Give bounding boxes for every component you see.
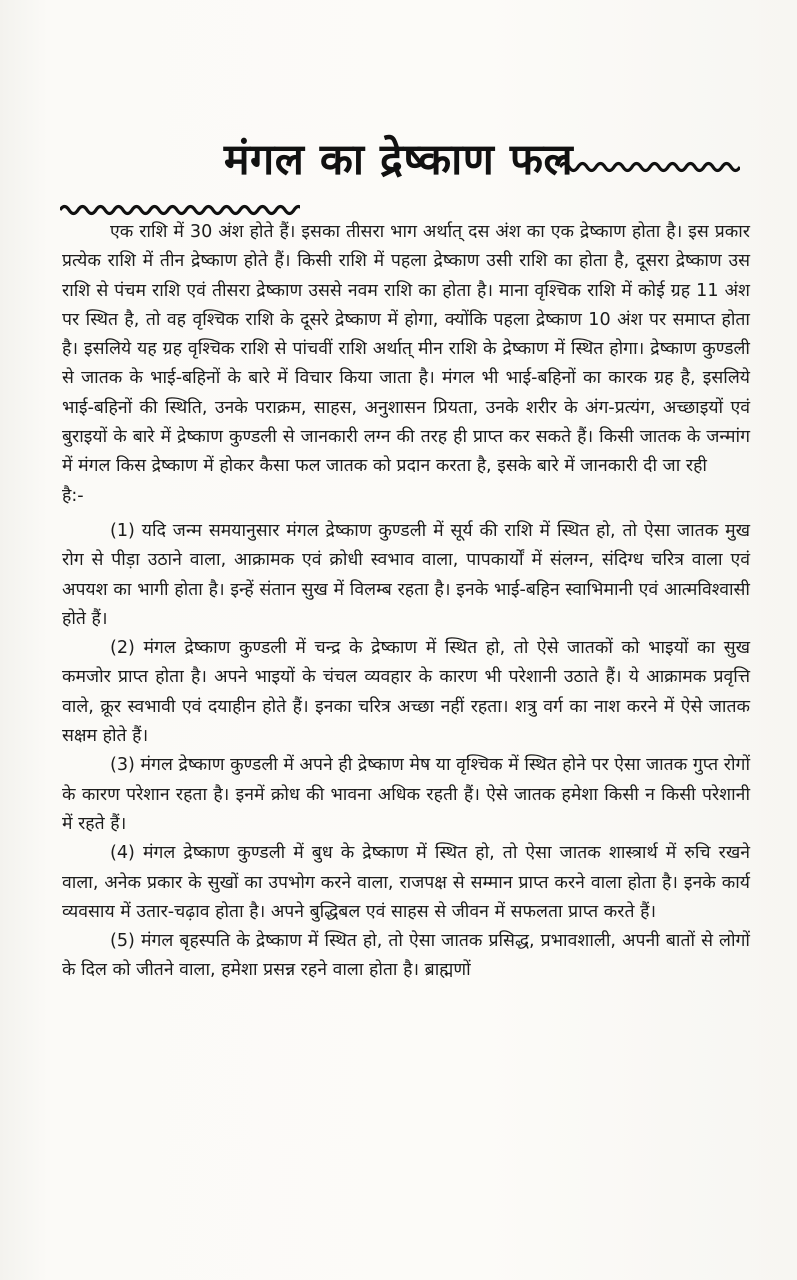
paragraph-intro-tail: है:- [62,485,84,506]
paragraph-3: (3) मंगल द्रेष्काण कुण्डली में अपने ही द्रेष्काण मेष या वृश्चिक में स्थित होने पर ऐसा जातक गुप्त रोगों के कारण परेशान रहता है। इनमें क्रोध की भावना अधिक रहती हैं। ऐसे जातक हमेशा किसी न किसी परेशानी में रहते हैं। [62,755,750,834]
paragraph-4: (4) मंगल द्रेष्काण कुण्डली में बुध के द्रेष्काण में स्थित हो, तो ऐसा जातक शास्त्रार्थ में रुचि रखने वाला, अनेक प्रकार के सुखों का उपभोग करने वाला, राजपक्ष से सम्मान प्राप्त करने वाला होता है। इनके कार्य व्यवसाय में उतार-चढ़ाव होता है। अपने बुद्धिबल एवं साहस से जीवन में सफलता प्राप्त करते हैं। [62,843,750,922]
paragraph-5: (5) मंगल बृहस्पति के द्रेष्काण में स्थित हो, तो ऐसा जातक प्रसिद्ध, प्रभावशाली, अपनी बातों से लोगों के दिल को जीतने वाला, हमेशा प्रसन्न रहने वाला होता है। ब्राह्मणों [62,931,750,981]
paragraph-2: (2) मंगल द्रेष्काण कुण्डली में चन्द्र के द्रेष्काण में स्थित हो, तो ऐसे जातकों को भाइयों का सुख कमजोर प्राप्त होता है। अपने भाइयों के चंचल व्यवहार के कारण भी परेशानी उठाते हैं। ये आक्रामक प्रवृत्ति वाले, क्रूर स्वभावी एवं दयाहीन होते हैं। इनका चरित्र अच्छा नहीं रहता। शत्रु वर्ग का नाश करने में ऐसे जातक सक्षम होते हैं। [62,638,750,747]
decorative-wave-divider-top [560,160,740,174]
decorative-wave-divider-bottom [60,203,300,217]
chapter-body [62,218,750,986]
paragraph-intro: एक राशि में 30 अंश होते हैं। इसका तीसरा भाग अर्थात् दस अंश का एक द्रेष्काण होता है। इस प्रकार प्रत्येक राशि में तीन द्रेष्काण होते हैं। किसी राशि में पहला द्रेष्काण उसी राशि का होता है, दूसरा द्रेष्काण उस राशि से पंचम राशि एवं तीसरा द्रेष्काण उससे नवम राशि का होता है। माना वृश्चिक राशि में कोई ग्रह 11 अंश पर स्थित है, तो वह वृश्चिक राशि के दूसरे द्रेष्काण में होगा, क्योंकि पहला द्रेष्काण 10 अंश पर समाप्त होता है। इसलिये यह ग्रह वृश्चिक राशि से पांचवीं राशि अर्थात् मीन राशि के द्रेष्काण में स्थित होगा। द्रेष्काण कुण्डली से जातक के भाई-बहिनों के बारे में विचार किया जाता है। मंगल भी भाई-बहिनों का कारक ग्रह है, इसलिये भाई-बहिनों की स्थिति, उनके पराक्रम, साहस, अनुशासन प्रियता, उनके शरीर के अंग-प्रत्यंग, अच्छाइयों एवं बुराइयों के बारे में द्रेष्काण कुण्डली से जानकारी लग्न की तरह ही प्राप्त कर सकते हैं। किसी जातक के जन्मांग में मंगल किस द्रेष्काण में होकर कैसा फल जातक को प्रदान करता है, इसके बारे में जानकारी दी जा रही [62,222,750,477]
chapter-title: मंगल का द्रेष्काण फल [223,135,574,185]
paragraph-1: (1) यदि जन्म समयानुसार मंगल द्रेष्काण कुण्डली में सूर्य की राशि में स्थित हो, तो ऐसा जातक मुख रोग से पीड़ा उठाने वाला, आक्रामक एवं क्रोधी स्वभाव वाला, पापकार्यों में संलग्न, संदिग्ध चरित्र वाला एवं अपयश का भागी होता है। इन्हें संतान सुख में विलम्ब रहता है। इनके भाई-बहिन स्वाभिमानी एवं आत्मविश्वासी होते हैं। [62,520,750,629]
